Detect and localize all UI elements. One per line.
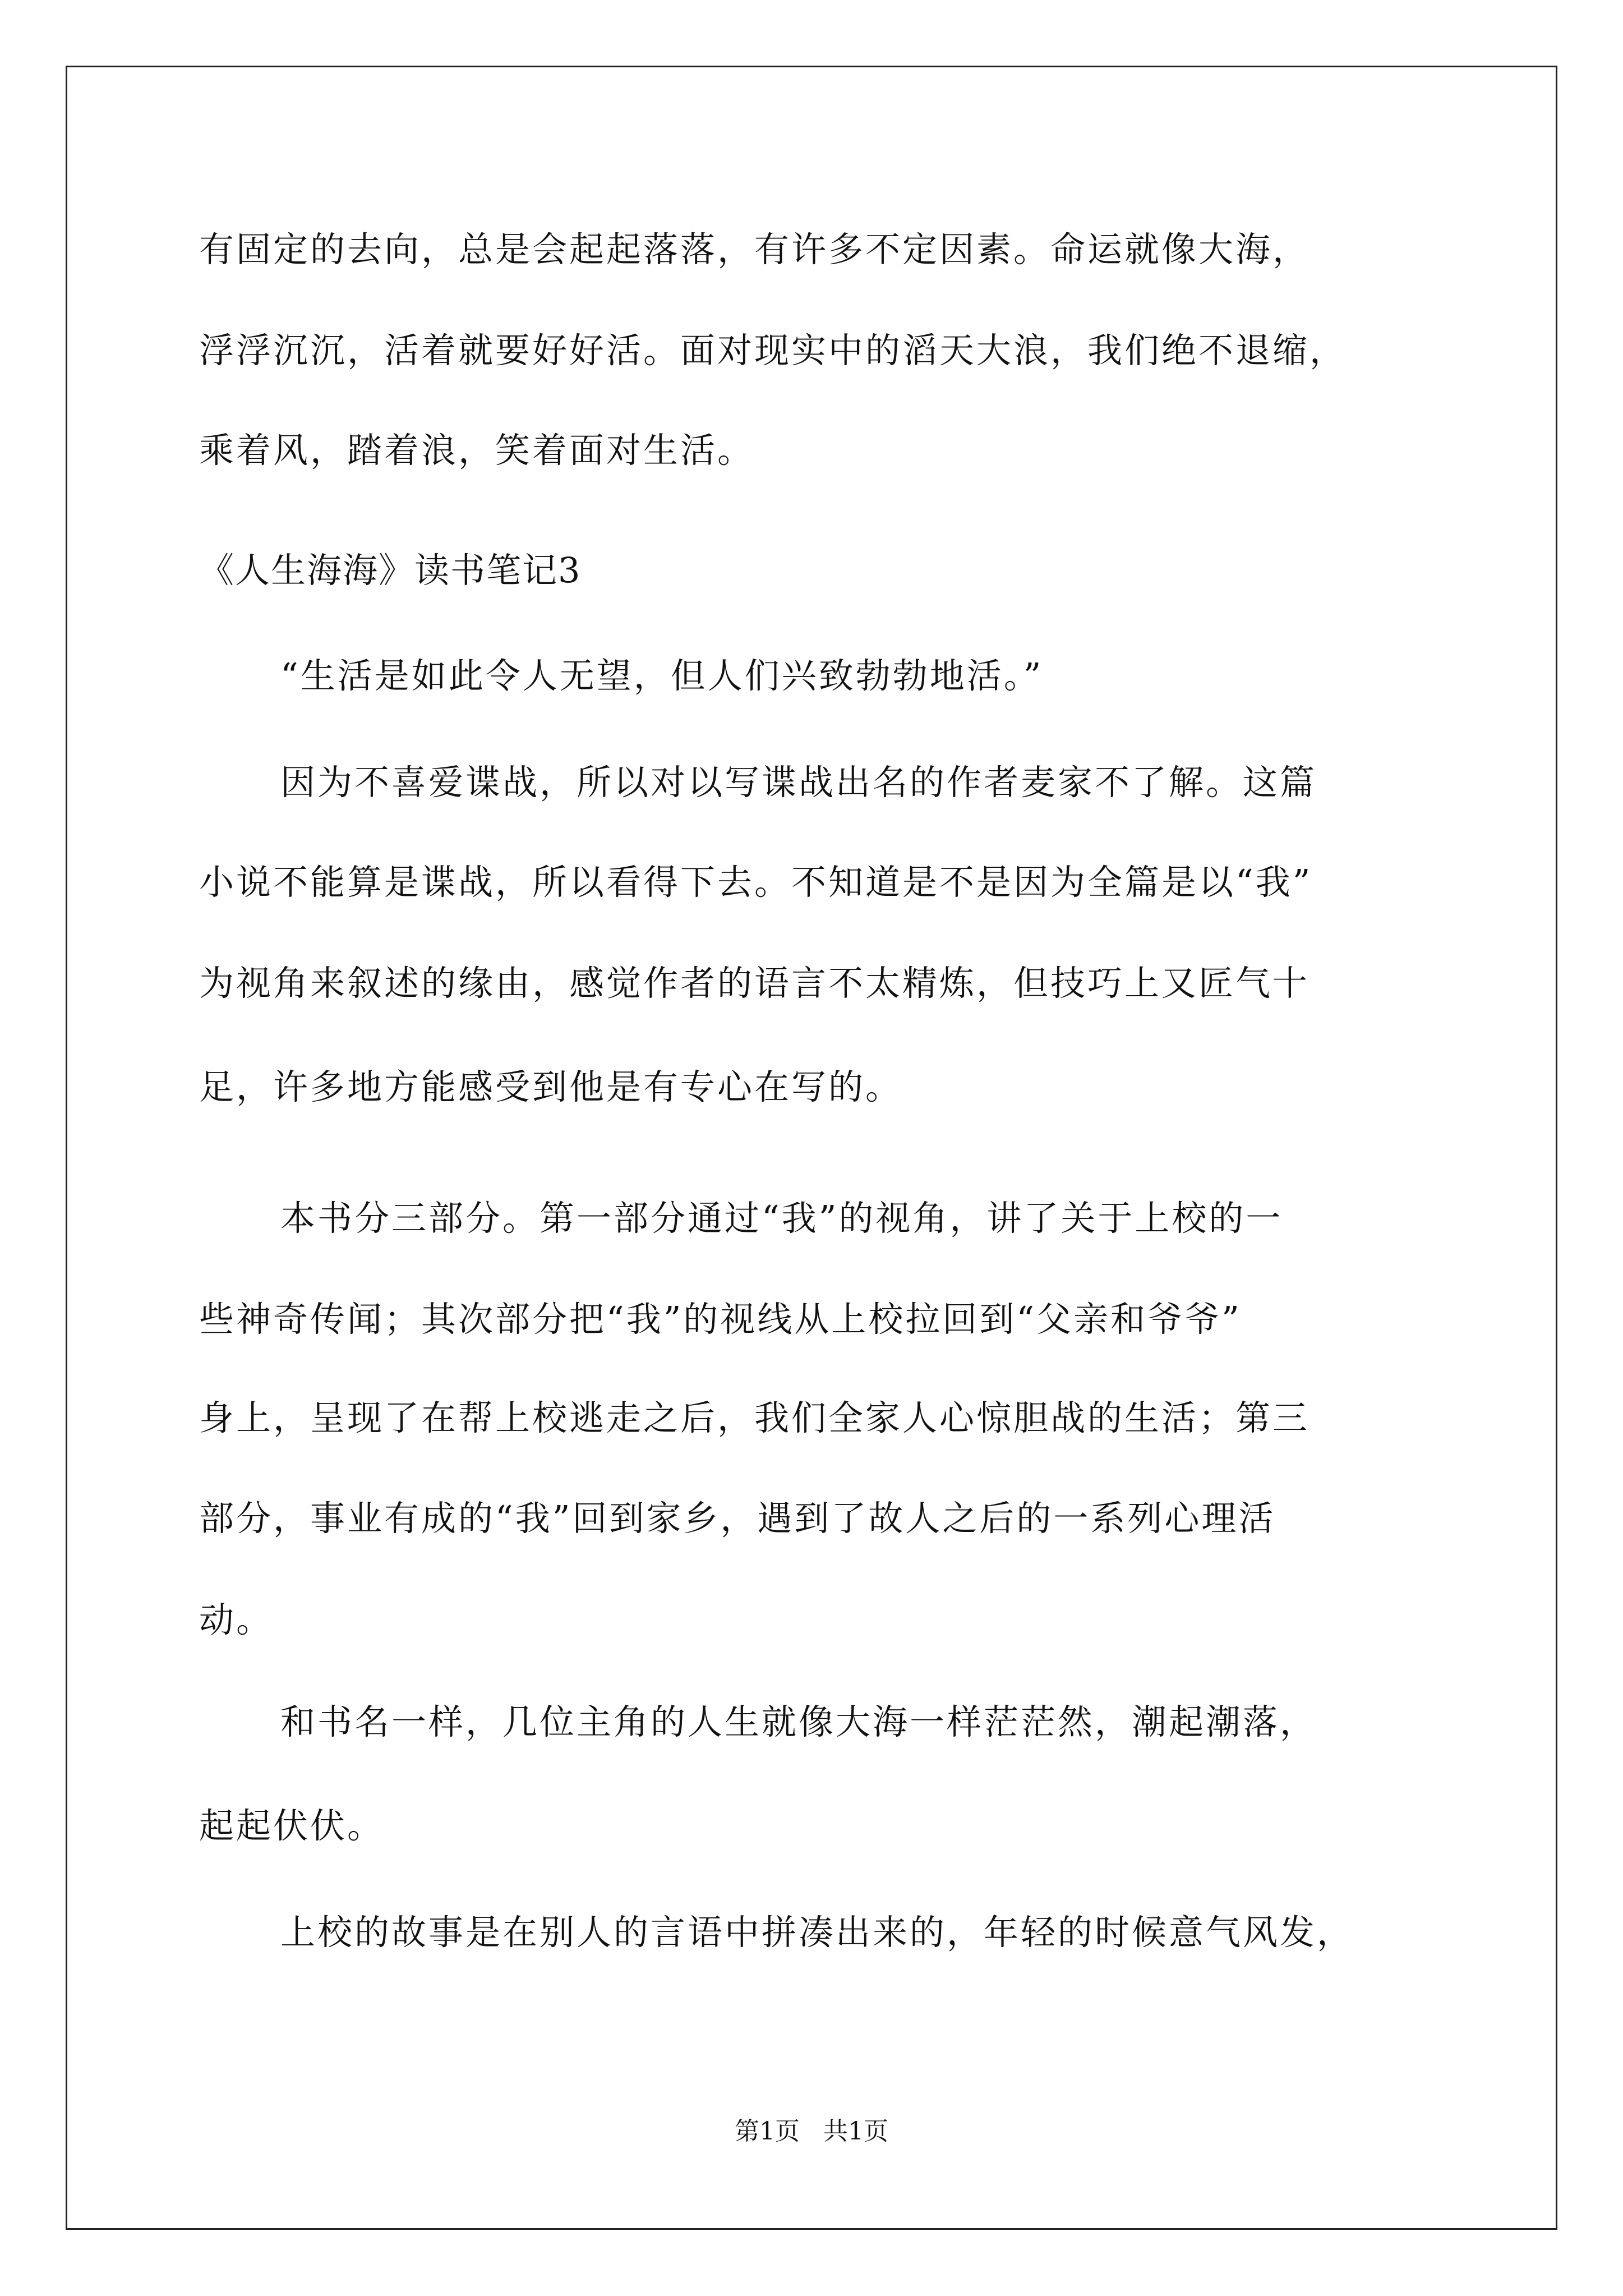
- quote-line: “生活是如此令人无望，但人们兴致勃勃地活。”: [280, 655, 1044, 696]
- page-border: [66, 66, 1557, 2230]
- body-line: 小说不能算是谍战，所以看得下去。不知道是不是因为全篇是以“我”: [199, 862, 1313, 903]
- body-line: 有固定的去向，总是会起起落落，有许多不定因素。命运就像大海，: [199, 229, 1310, 270]
- body-line: 足，许多地方能感受到他是有专心在写的。: [199, 1066, 903, 1107]
- body-line: 浮浮沉沉，活着就要好好活。面对现实中的滔天大浪，我们绝不退缩，: [199, 330, 1347, 371]
- body-line: 身上，呈现了在帮上校逃走之后，我们全家人心惊胆战的生活；第三: [199, 1397, 1310, 1438]
- body-line: 和书名一样，几位主角的人生就像大海一样茫茫然，潮起潮落，: [280, 1701, 1317, 1742]
- body-line: 乘着风，踏着浪，笑着面对生活。: [199, 430, 755, 471]
- body-line: 因为不喜爱谍战，所以对以写谍战出名的作者麦家不了解。这篇: [280, 762, 1317, 803]
- body-line: 上校的故事是在别人的言语中拼凑出来的，年轻的时候意气风发，: [280, 1912, 1354, 1953]
- body-line: 动。: [199, 1599, 274, 1640]
- page-footer: 第1页 共1页: [735, 2117, 888, 2146]
- body-line: 部分，事业有成的“我”回到家乡，遇到了故人之后的一系列心理活: [199, 1498, 1276, 1539]
- section-heading: 《人生海海》读书笔记3: [199, 550, 582, 591]
- body-line: 些神奇传闻；其次部分把“我”的视线从上校拉回到“父亲和爷爷”: [199, 1299, 1242, 1340]
- body-line: 本书分三部分。第一部分通过“我”的视角，讲了关于上校的一: [280, 1198, 1283, 1239]
- body-line: 为视角来叙述的缘由，感觉作者的语言不太精炼，但技巧上又匠气十: [199, 963, 1310, 1004]
- body-line: 起起伏伏。: [199, 1805, 385, 1846]
